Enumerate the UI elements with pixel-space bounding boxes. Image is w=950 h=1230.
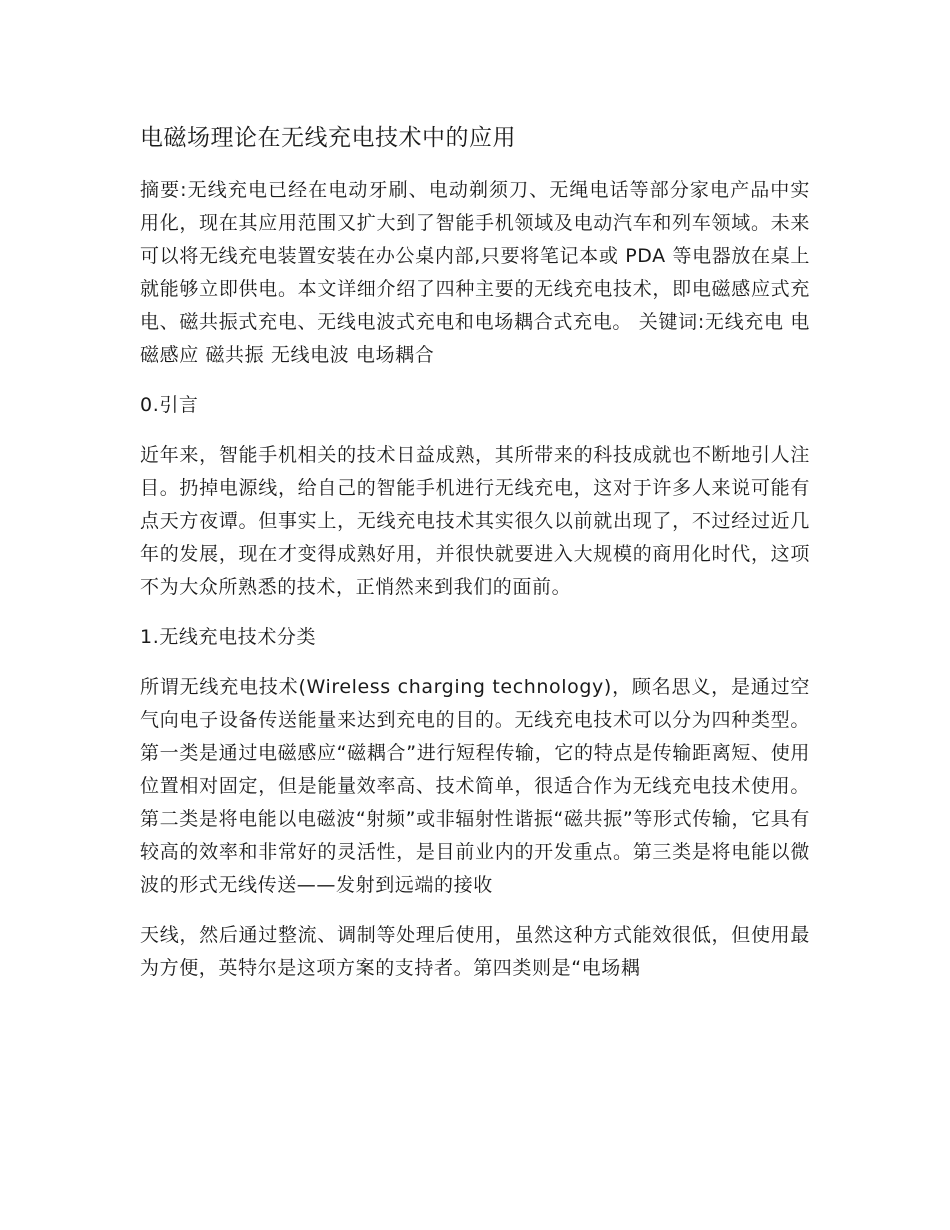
introduction-paragraph: 近年来，智能手机相关的技术日益成熟，其所带来的科技成就也不断地引人注目。扔掉电源线，给自己的智能手机进行无线充电，这对于许多人来说可能有点天方夜谭。但事实上，无线充电技术其实很久以前就出现了，不过经过近几年的发展，现在才变得成熟好用，并很快就要进入大规模的商用化时代，这项不为大众所熟悉的技术，正悄然来到我们的面前。 — [140, 444, 810, 598]
document-page — [140, 118, 810, 1002]
abstract-paragraph: 摘要:无线充电已经在电动牙刷、电动剃须刀、无绳电话等部分家电产品中实用化，现在其应用范围又扩大到了智能手机领域及电动汽车和列车领域。未来可以将无线充电装置安装在办公桌内部,只要将笔记本或 PDA 等电器放在桌上就能够立即供电。本文详细介绍了四种主要的无线充电技术，即电磁感应式充电、磁共振式充电、无线电波式充电和电场耦合式充电。 关键词:无线充电 电磁感应 磁共振 无线电波 电场耦合 — [140, 179, 810, 366]
classification-paragraph-continued: 天线，然后通过整流、调制等处理后使用，虽然这种方式能效很低，但使用最为方便，英特尔是这项方案的支持者。第四类则是“电场耦 — [140, 924, 810, 979]
section-heading-introduction: 0.引言 — [140, 394, 199, 416]
section-heading-classification: 1.无线充电技术分类 — [140, 626, 317, 648]
document-title: 电磁场理论在无线充电技术中的应用 — [140, 125, 516, 151]
classification-paragraph: 所谓无线充电技术(Wireless charging technology)，顾名思义，是通过空气向电子设备传送能量来达到充电的目的。无线充电技术可以分为四种类型。第一类是通过电磁感应“磁耦合”进行短程传输，它的特点是传输距离短、使用位置相对固定，但是能量效率高、技术简单，很适合作为无线充电技术使用。第二类是将电能以电磁波“射频”或非辐射性谐振“磁共振”等形式传输，它具有较高的效率和非常好的灵活性，是目前业内的开发重点。第三类是将电能以微波的形式无线传送——发射到远端的接收 — [140, 676, 810, 896]
